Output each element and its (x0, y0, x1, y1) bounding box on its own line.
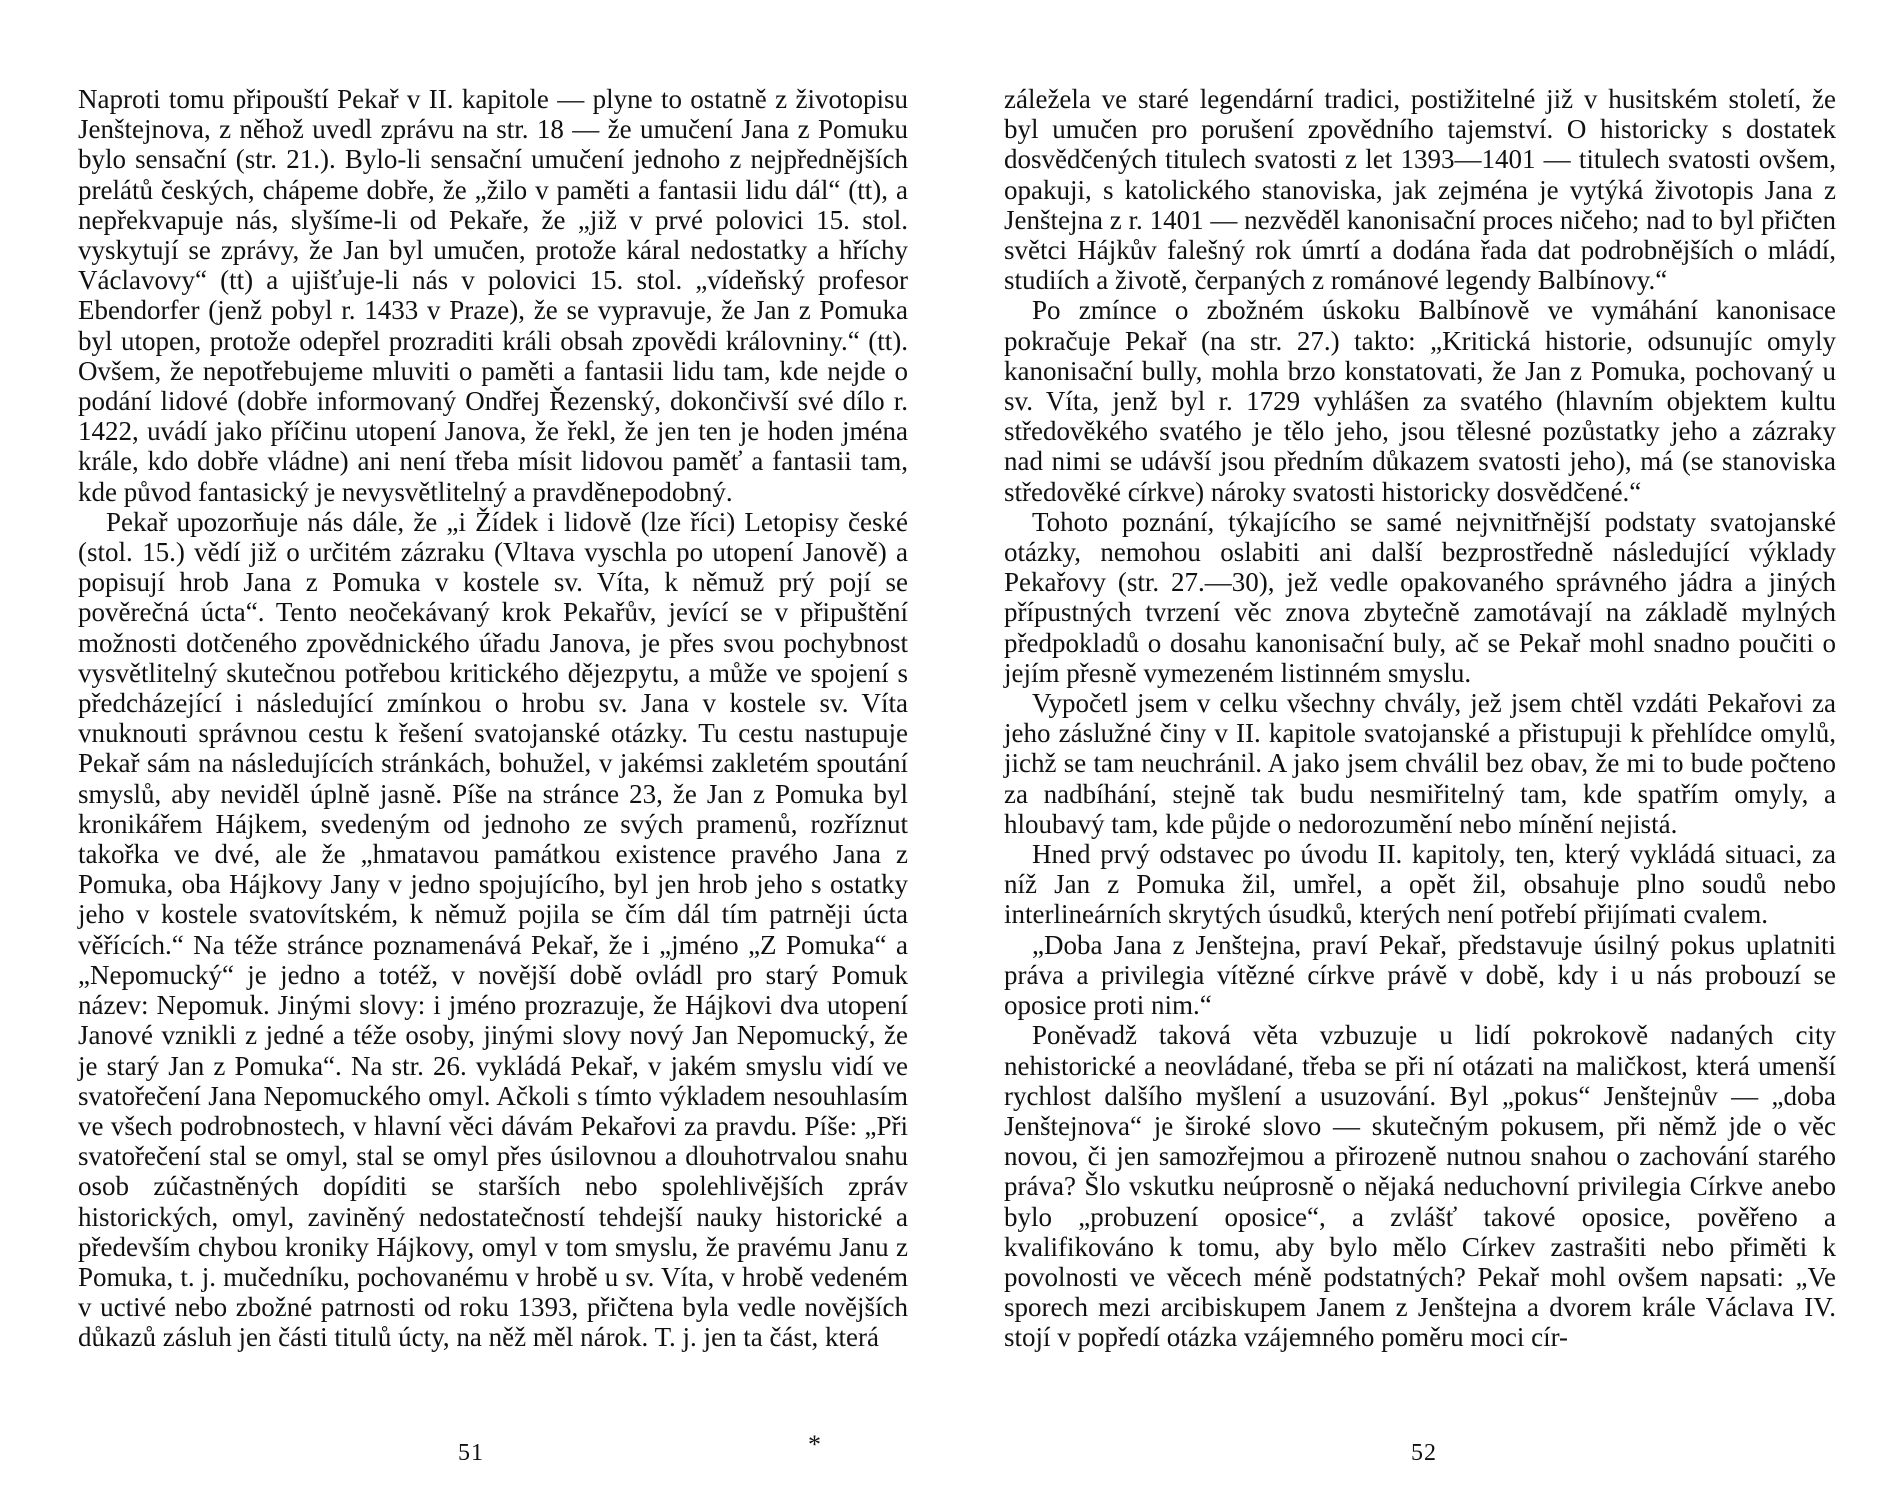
left-paragraph-2: Pekař upozorňuje nás dále, že „i Žídek i lidově (lze říci) Letopisy české (stol. 15.) vědí již o určitém zázraku (Vltava vyschla po utopení Janově) a popisují hrob Jana z Pomuka v kostele sv. Víta, k němuž prý pojí se pověrečná úcta“. Tento neočekávaný krok Pekařův, jevící se v připuštění možnosti dotčeného zpovědnického úřadu Janova, je přes svou pochybnost vysvětlitelný skutečnou potřebou kritického dějezpytu, a může ve spojení s předcházející i následující zmínkou o hrobu sv. Jana v kostele sv. Víta vnuknouti správnou cestu k řešení svatojanské otázky. Tu cestu nastupuje Pekař sám na následujících stránkách, bohužel, v jakémsi zakletém spoutání smyslů, aby neviděl úplně jasně. Píše na stránce 23, že Jan z Pomuka byl kronikářem Hájkem, svedeným od jednoho ze svých pramenů, rozříznut takořka ve dvé, ale že „hmatavou památkou existence pravého Jana z Pomuka, oba Hájkovy Jany v jedno spojujícího, byl jen hrob jeho s ostatky jeho v kostele svatovítském, k němuž pojila se čím dál tím patrněji úcta věřících.“ Na téže stránce poznamenává Pekař, že i „jméno „Z Pomuka“ a „Nepomucký“ je jedno a totéž, v novější době ovládl pro starý Pomuk název: Nepomuk. Jinými slovy: i jméno prozrazuje, že Hájkovi dva utopení Janové vznikli z jedné a téže osoby, jinými slovy nový Jan Nepomucký, že je starý Jan z Pomuka“. Na str. 26. vykládá Pekař, v jakém smyslu vidí ve svatořečení Jana Nepomuckého omyl. Ačkoli s tímto výkladem nesouhlasím ve všech podrobnostech, v hlavní věci dávám Pekařovi za pravdu. Píše: „Při svatořečení stal se omyl, stal se omyl přes úsilovnou a dlouhotrvalou snahu osob zúčastněných dopíditi se starších nebo spolehlivějších zpráv historických, omyl, zaviněný nedostatečností tehdejší nauky historické a především chybou kroniky Hájkovy, omyl v tom smyslu, že pravému Janu z Pomuka, t. j. mučedníku, pochovanému v hrobě u sv. Víta, v hrobě vedeném v uctivé nebo zbožné patrnosti od roku 1393, přičtena byla vedle novějších důkazů zásluh jen části titulů úcty, na něž měl nárok. T. j. jen ta část, která (78, 506, 908, 1353)
left-paragraph-1: Naproti tomu připouští Pekař v II. kapitole — plyne to ostatně z životopisu Jenštejnova, z něhož uvedl zprávu na str. 18 — že umučení Jana z Pomuku bylo sensační (str. 21.). Bylo-li sensační umučení jednoho z nejpřednějších prelátů českých, chápeme dobře, že „žilo v paměti a fantasii lidu dál“ (tt), a nepřekvapuje nás, slyšíme-li od Pekaře, že „již v prvé polovici 15. stol. vyskytují se zprávy, že Jan byl umučen, protože káral nedostatky a hříchy Václavovy“ (tt) a ujišťuje-li nás v polovici 15. stol. „vídeňský profesor Ebendorfer (jenž pobyl r. 1433 v Praze), že se vypravuje, že Jan z Pomuka byl utopen, protože odepřel prozraditi králi obsah zpovědi královniny.“ (tt). Ovšem, že nepotřebujeme mluviti o paměti a fantasii lidu tam, kde nejde o podání lidové (dobře informovaný Ondřej Řezenský, dokončivší své dílo r. 1422, uvádí jako příčinu utopení Janova, že řekl, že jen ten je hoden jména krále, kdo dobře vládne) ani není třeba mísit lidovou paměť a fantasii tam, kde původ fantasický je nevysvětlitelný a pravděnepodobný. (78, 84, 908, 507)
right-paragraph-1: záležela ve staré legendární tradici, postižitelné již v husitském století, že byl umučen pro porušení zpovědního tajemství. O historicky s dostatek dosvědčených titulech svatosti z let 1393—1401 — titulech svatosti ovšem, opakuji, s katolického stanoviska, jak zejména je vytýká životopis Jana z Jenštejna z r. 1401 — nezvěděl kanonisační proces ničeho; nad to byl přičten světci Hájkův falešný rok úmrtí a dodána řada dat podrobnějších o mládí, studiích a životě, čerpaných z románové legendy Balbínovy.“ (1004, 84, 1836, 296)
right-paragraph-2: Po zmínce o zbožném úskoku Balbínově ve vymáhání kanonisace pokračuje Pekař (na str. 27.) takto: „Kritická historie, odsunujíc omyly kanonisační bully, mohla brzo konstatovati, že Jan z Pomuka, pochovaný u sv. Víta, jenž byl r. 1729 vyhlášen za svatého (hlavním objektem kultu středověkého svatého je tělo jeho, jsou tělesné pozůstatky jeho a zázraky nad nimi se udávší jsou předním důkazem svatosti jeho), má (se stanoviska středověké církve) nároky svatosti historicky dosvědčené.“ (1004, 295, 1836, 507)
left-page (78, 84, 908, 1353)
page-number-left: 51 (458, 1440, 484, 1466)
right-paragraph-5: Hned prvý odstavec po úvodu II. kapitoly, ten, který vykládá situaci, za níž Jan z Pomuka žil, umřel, a opět žil, obsahuje plno soudů nebo interlineárních skrytých úsudků, kterých není potřebí přijímati cvalem. (1004, 839, 1836, 930)
signature-mark: * (808, 1430, 821, 1459)
right-paragraph-3: Tohoto poznání, týkajícího se samé nejvnitřnější podstaty svatojanské otázky, nemohou oslabiti ani další bezprostředně následující výklady Pekařovy (str. 27.—30), jež vedle opakovaného správného jádra a jiných přípustných tvrzení věc znova zbytečně zamotávají na základě mylných předpokladů o dosahu kanonisační buly, ač se Pekař mohl snadno poučiti o jejím přesně vymezeném listinném smyslu. (1004, 506, 1836, 688)
right-page (1004, 84, 1836, 1353)
right-paragraph-6: „Doba Jana z Jenštejna, praví Pekař, představuje úsilný pokus uplatniti práva a privilegia vítězné církve právě v době, kdy i u nás probouzí se oposice proti nim.“ (1004, 929, 1836, 1021)
right-paragraph-4: Vypočetl jsem v celku všechny chvály, jež jsem chtěl vzdáti Pekařovi za jeho záslužné činy v II. kapitole svatojanské a přistupuji k přehlídce omylů, jichž se tam neuchránil. A jako jsem chválil bez obav, že mi to bude počteno za nadbíhání, stejně tak budu nesmiřitelný tam, kde spatřím omyly, a hloubavý tam, kde půjde o nedorozumění nebo mínění nejistá. (1004, 688, 1836, 839)
right-paragraph-7: Poněvadž taková věta vzbuzuje u lidí pokrokově nadaných city nehistorické a neovládané, třeba se při ní otázati na maličkost, která umenší rychlost dalšího myšlení a usuzování. Byl „pokus“ Jenštejnův — „doba Jenštejnova“ je široké slovo — skutečným pokusem, při němž jde o věc novou, či jen samozřejmou a přirozeně nutnou snahou o zachování starého práva? Šlo vskutku neúprosně o nějaká neduchovní privilegia Církve anebo bylo „probuzení oposice“, a zvlášť takové oposice, pověřeno a kvalifikováno k tomu, aby bylo mělo Církev zastrašiti nebo přiměti k povolnosti ve věcech méně podstatných? Pekař mohl ovšem napsati: „Ve sporech mezi arcibiskupem Janem z Jenštejna a dvorem krále Václava IV. stojí v popředí otázka vzájemného poměru moci cír- (1004, 1020, 1836, 1353)
page-number-right: 52 (1411, 1440, 1437, 1466)
